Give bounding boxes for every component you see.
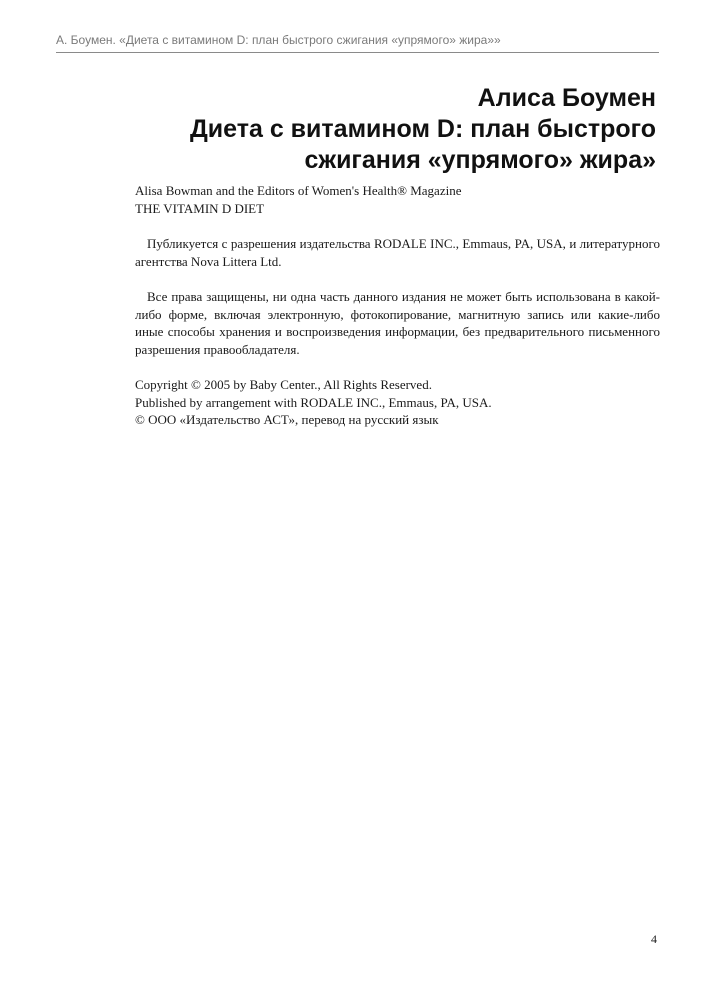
publisher-arrangement-line: Published by arrangement with RODALE INC., Emmaus, PA, USA.: [135, 394, 492, 410]
original-title: THE VITAMIN D DIET: [135, 200, 265, 216]
translation-copyright-line: © ООО «Издательство АСТ», перевод на русский язык: [135, 412, 439, 427]
running-header: А. Боумен. «Диета с витамином D: план быстрого сжигания «упрямого» жира»»: [56, 33, 501, 47]
spacer: [135, 217, 660, 235]
copyright-line: Copyright © 2005 by Baby Center., All Rights Reserved.: [135, 377, 432, 392]
original-authors: Alisa Bowman and the Editors of Women's Health® Magazine: [135, 183, 462, 198]
title-block: [90, 83, 656, 176]
colophon-content: [135, 182, 660, 429]
spacer: [135, 358, 660, 376]
page-number: 4: [651, 932, 657, 946]
publication-permission-paragraph: Публикуется с разрешения издательства RODALE INC., Emmaus, PA, USA, и литературного агентства Nova Littera Ltd.: [135, 236, 660, 269]
header-rule: [56, 52, 659, 53]
book-title-line-1: Диета с витамином D: план быстрого: [189, 115, 656, 143]
author-name: Алиса Боумен: [477, 84, 656, 112]
book-title-line-2: сжигания «упрямого» жира»: [304, 146, 656, 174]
spacer: [135, 270, 660, 288]
rights-reserved-paragraph: Все права защищены, ни одна часть данного издания не может быть использована в какой-либо форме, включая электронную, фотокопирование, магнитную запись или какие-либо иные способы хранения и воспроизведения информации, без предварительного письменного разрешения правообладателя.: [135, 289, 660, 357]
